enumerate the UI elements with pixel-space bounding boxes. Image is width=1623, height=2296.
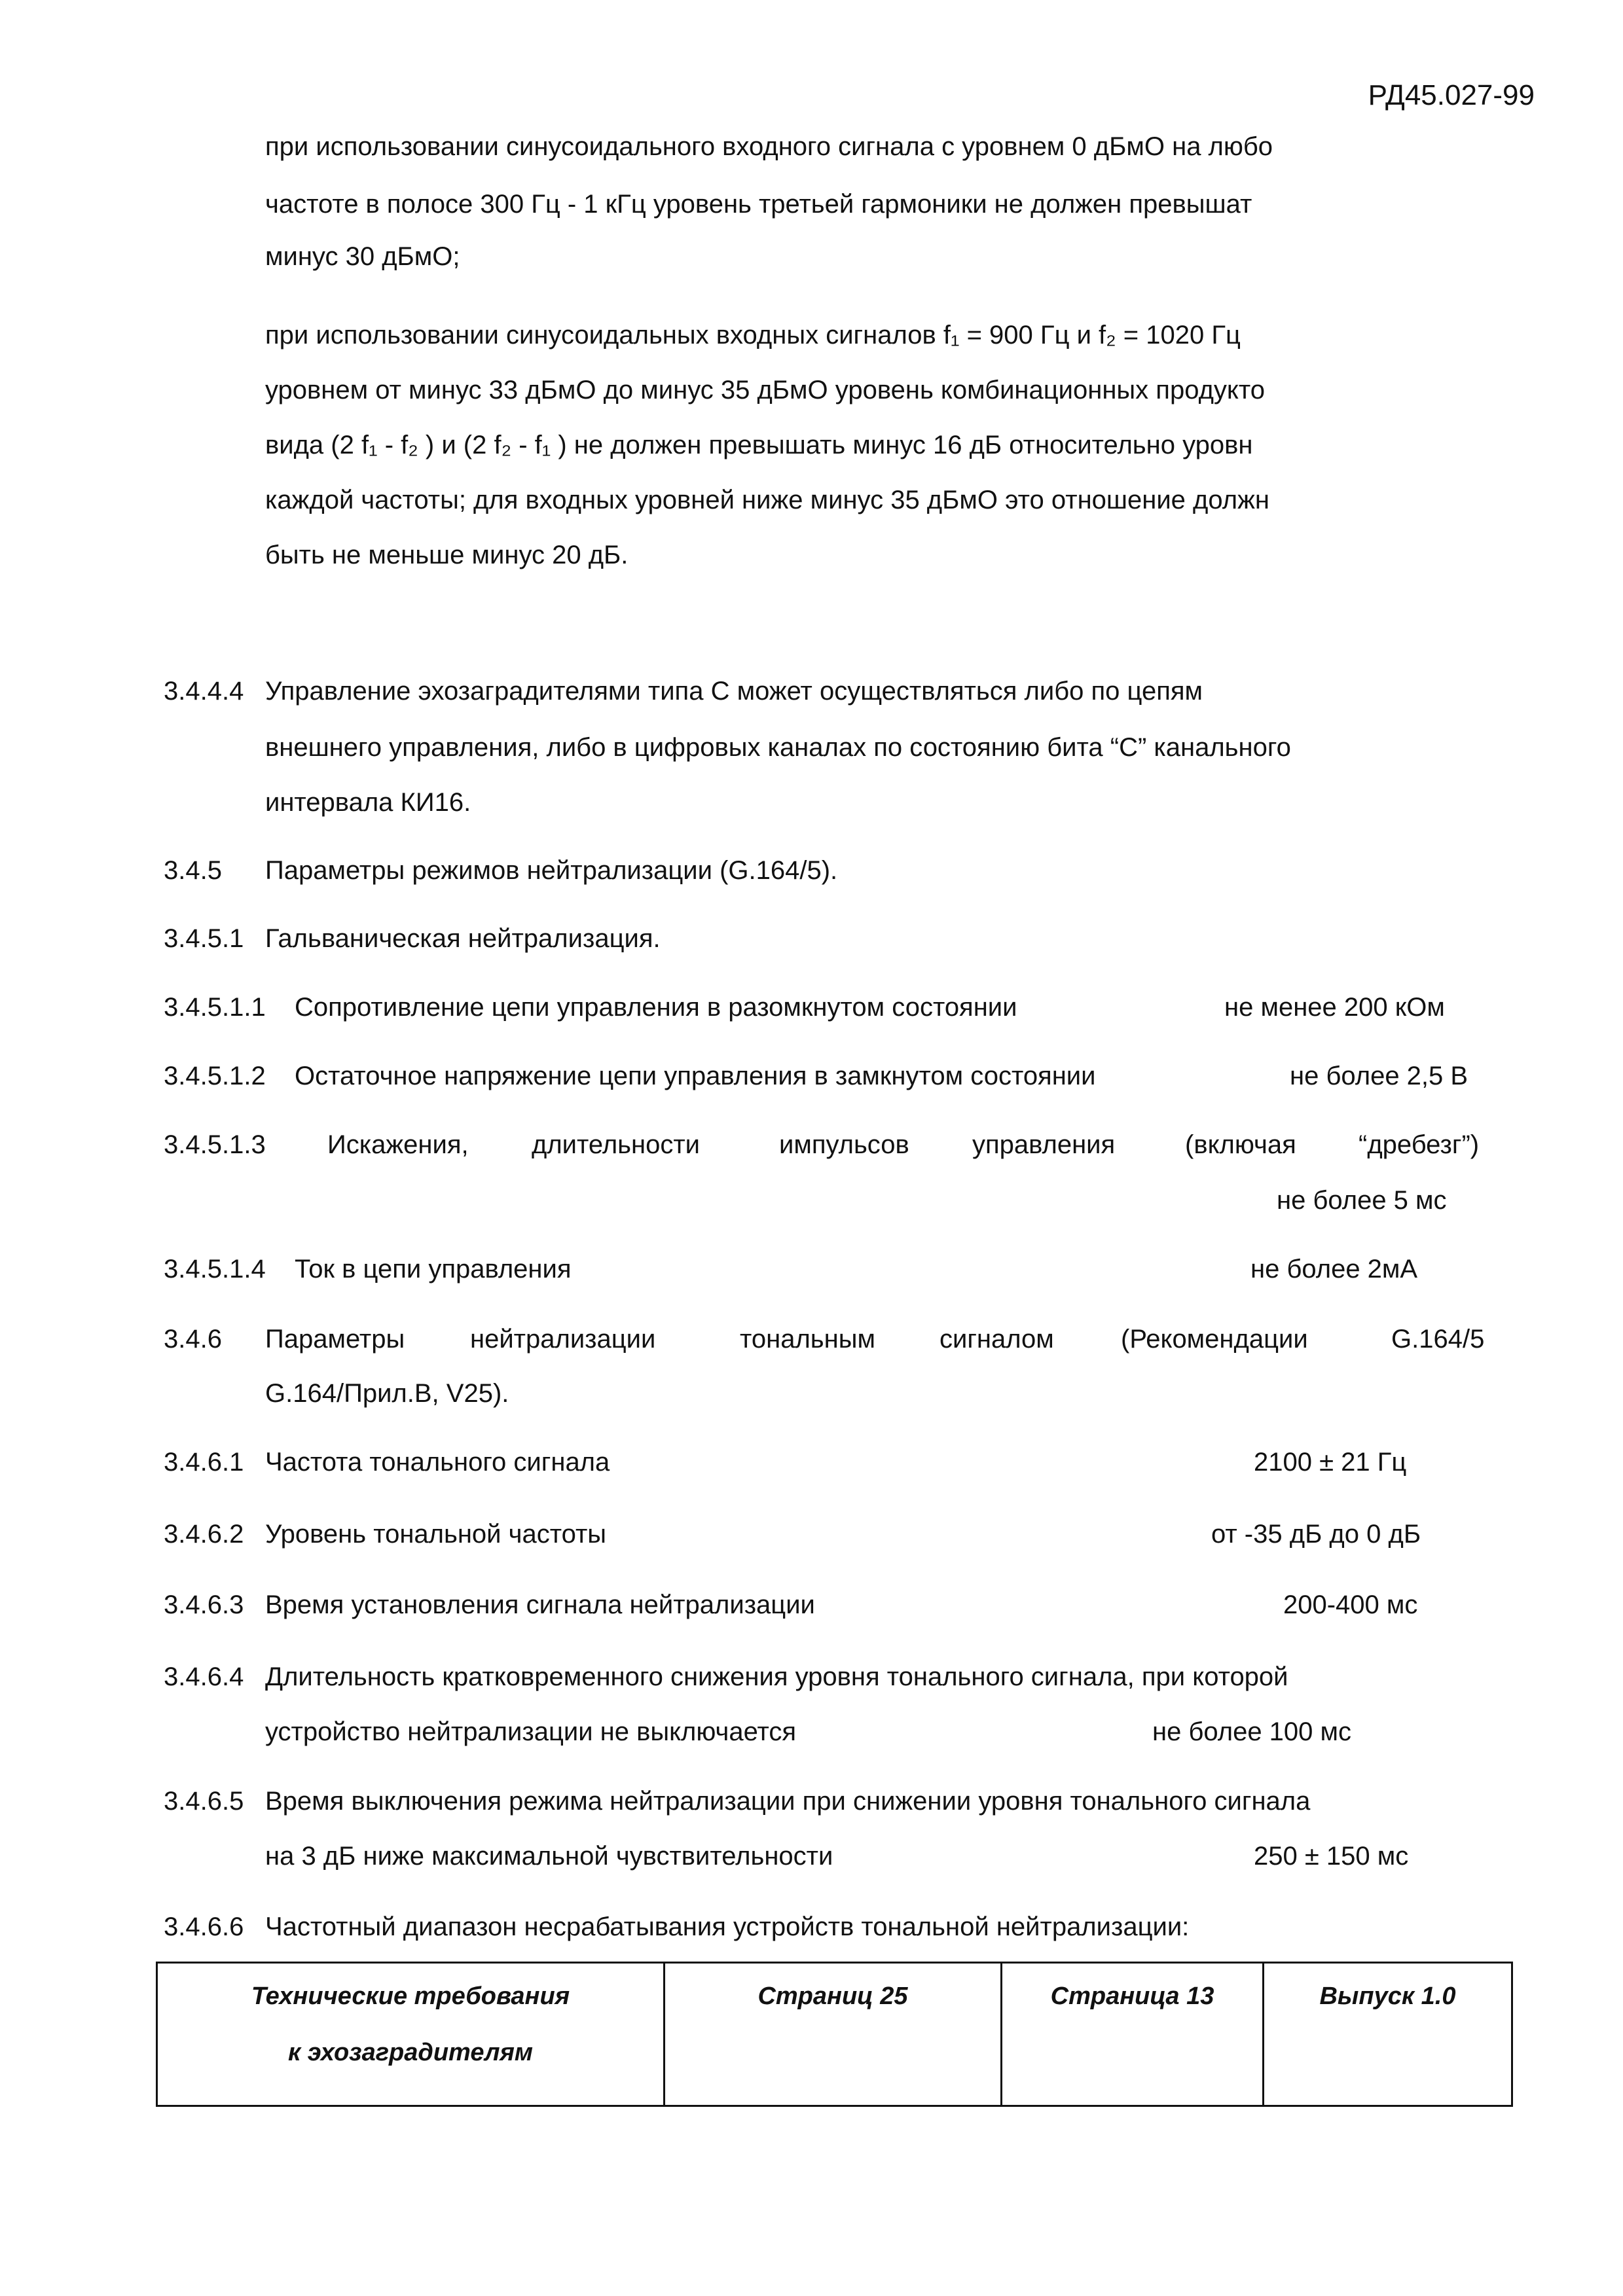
item-3-4-5-1-4-number: 3.4.5.1.4 xyxy=(164,1255,266,1283)
item-3-4-6-6-text: Частотный диапазон несрабатывания устройств тональной нейтрализации: xyxy=(265,1912,1190,1941)
item-3-4-6-4-line1: Длительность кратковременного снижения уровня тонального сигнала, при которой xyxy=(265,1662,1288,1691)
footer-page: Страница 13 xyxy=(1050,1982,1214,2010)
item-3-4-5-1-3-value: не более 5 мс xyxy=(1277,1186,1447,1215)
item-3-4-5-1-1-text: Сопротивление цепи управления в разомкнутом состоянии xyxy=(295,993,1017,1022)
item-3-4-6-5-line2: на 3 дБ ниже максимальной чувствительности xyxy=(265,1842,833,1871)
intro-p1-line1: при использовании синусоидального входного сигнала с уровнем 0 дБмО на любо xyxy=(265,132,1273,161)
footer-page-cell xyxy=(1002,1963,1264,2106)
item-3-4-5-1-text: Гальваническая нейтрализация. xyxy=(265,924,661,953)
intro-p1-line2: частоте в полосе 300 Гц - 1 кГц уровень третьей гармоники не должен превышат xyxy=(265,190,1252,219)
item-3-4-5-1-3-word3: импульсов xyxy=(779,1130,909,1159)
footer-title-line1: Технические требования xyxy=(251,1982,570,2010)
item-3-4-6-3-number: 3.4.6.3 xyxy=(164,1590,244,1619)
item-3-4-6-5-value: 250 ± 150 мс xyxy=(1254,1842,1409,1871)
intro-p2-line5: быть не меньше минус 20 дБ. xyxy=(265,541,629,569)
footer-row xyxy=(157,1963,1512,2106)
item-3-4-6-word3: тональным xyxy=(740,1325,875,1354)
footer-table xyxy=(156,1962,1513,2107)
item-3-4-5-number: 3.4.5 xyxy=(164,856,222,885)
item-3-4-5-1-2-number: 3.4.5.1.2 xyxy=(164,1062,266,1090)
intro-p2-line4: каждой частоты; для входных уровней ниже минус 35 дБмО это отношение должн xyxy=(265,486,1269,514)
item-3-4-6-2-value: от -35 дБ до 0 дБ xyxy=(1211,1520,1421,1549)
item-3-4-5-1-4-text: Ток в цепи управления xyxy=(295,1255,572,1283)
footer-release: Выпуск 1.0 xyxy=(1319,1982,1456,2010)
item-3-4-4-4-number: 3.4.4.4 xyxy=(164,677,244,706)
item-3-4-6-3-value: 200-400 мс xyxy=(1283,1590,1418,1619)
footer-pages-total: Страниц 25 xyxy=(757,1982,908,2010)
item-3-4-5-1-2-text: Остаточное напряжение цепи управления в замкнутом состоянии xyxy=(295,1062,1096,1090)
item-3-4-6-2-number: 3.4.6.2 xyxy=(164,1520,244,1549)
intro-p2-line3: вида (2 f₁ - f₂ ) и (2 f₂ - f₁ ) не должен превышать минус 16 дБ относительно уровн xyxy=(265,431,1253,459)
item-3-4-5-1-1-value: не менее 200 кОм xyxy=(1224,993,1445,1022)
item-3-4-6-1-value: 2100 ± 21 Гц xyxy=(1254,1448,1407,1477)
item-3-4-5-1-3-number: 3.4.5.1.3 xyxy=(164,1130,266,1159)
item-3-4-5-1-2-value: не более 2,5 В xyxy=(1290,1062,1468,1090)
item-3-4-6-5-number: 3.4.6.5 xyxy=(164,1787,244,1816)
item-3-4-6-number: 3.4.6 xyxy=(164,1325,222,1354)
item-3-4-6-4-number: 3.4.6.4 xyxy=(164,1662,244,1691)
item-3-4-5-1-number: 3.4.5.1 xyxy=(164,924,244,953)
intro-p2-line2: уровнем от минус 33 дБмО до минус 35 дБмО уровень комбинационных продукто xyxy=(265,376,1265,404)
item-3-4-6-word2: нейтрализации xyxy=(470,1325,656,1354)
item-3-4-5-1-1-number: 3.4.5.1.1 xyxy=(164,993,266,1022)
item-3-4-5-1-4-value: не более 2мА xyxy=(1250,1255,1418,1283)
item-3-4-5-1-3-word5: (включая xyxy=(1185,1130,1296,1159)
footer-title-cell xyxy=(157,1963,665,2106)
footer-pages-total-cell xyxy=(665,1963,1002,2106)
intro-p1-line3: минус 30 дБмО; xyxy=(265,242,460,271)
item-3-4-5-text: Параметры режимов нейтрализации (G.164/5). xyxy=(265,856,838,885)
item-3-4-6-4-line2: устройство нейтрализации не выключается xyxy=(265,1717,797,1746)
item-3-4-4-4-line3: интервала КИ16. xyxy=(265,788,471,817)
item-3-4-5-1-3-word1: Искажения, xyxy=(327,1130,469,1159)
item-3-4-6-word1: Параметры xyxy=(265,1325,405,1354)
footer-title-line2: к эхозаградителям xyxy=(287,2038,534,2066)
item-3-4-6-word5: (Рекомендации xyxy=(1121,1325,1308,1354)
item-3-4-6-1-number: 3.4.6.1 xyxy=(164,1448,244,1477)
item-3-4-6-2-text: Уровень тональной частоты xyxy=(265,1520,607,1549)
item-3-4-6-3-text: Время установления сигнала нейтрализации xyxy=(265,1590,815,1619)
item-3-4-6-line2: G.164/Прил.В, V25). xyxy=(265,1379,509,1408)
item-3-4-6-word4: сигналом xyxy=(939,1325,1054,1354)
item-3-4-4-4-line2: внешнего управления, либо в цифровых каналах по состоянию бита “С” канального xyxy=(265,733,1291,762)
footer-release-cell xyxy=(1264,1963,1512,2106)
item-3-4-5-1-3-word6: “дребезг”) xyxy=(1359,1130,1480,1159)
intro-p2-line1: при использовании синусоидальных входных сигналов f₁ = 900 Гц и f₂ = 1020 Гц xyxy=(265,321,1241,350)
item-3-4-6-1-text: Частота тонального сигнала xyxy=(265,1448,610,1477)
item-3-4-4-4-line1: Управление эхозаградителями типа С может осуществляться либо по цепям xyxy=(265,677,1203,706)
item-3-4-6-6-number: 3.4.6.6 xyxy=(164,1912,244,1941)
document-code: РД45.027-99 xyxy=(1368,79,1535,111)
item-3-4-5-1-3-word2: длительности xyxy=(532,1130,700,1159)
item-3-4-5-1-3-word4: управления xyxy=(972,1130,1116,1159)
item-3-4-6-4-value: не более 100 мс xyxy=(1152,1717,1352,1746)
item-3-4-6-word6: G.164/5 xyxy=(1391,1325,1485,1354)
item-3-4-6-5-line1: Время выключения режима нейтрализации при снижении уровня тонального сигнала xyxy=(265,1787,1311,1816)
